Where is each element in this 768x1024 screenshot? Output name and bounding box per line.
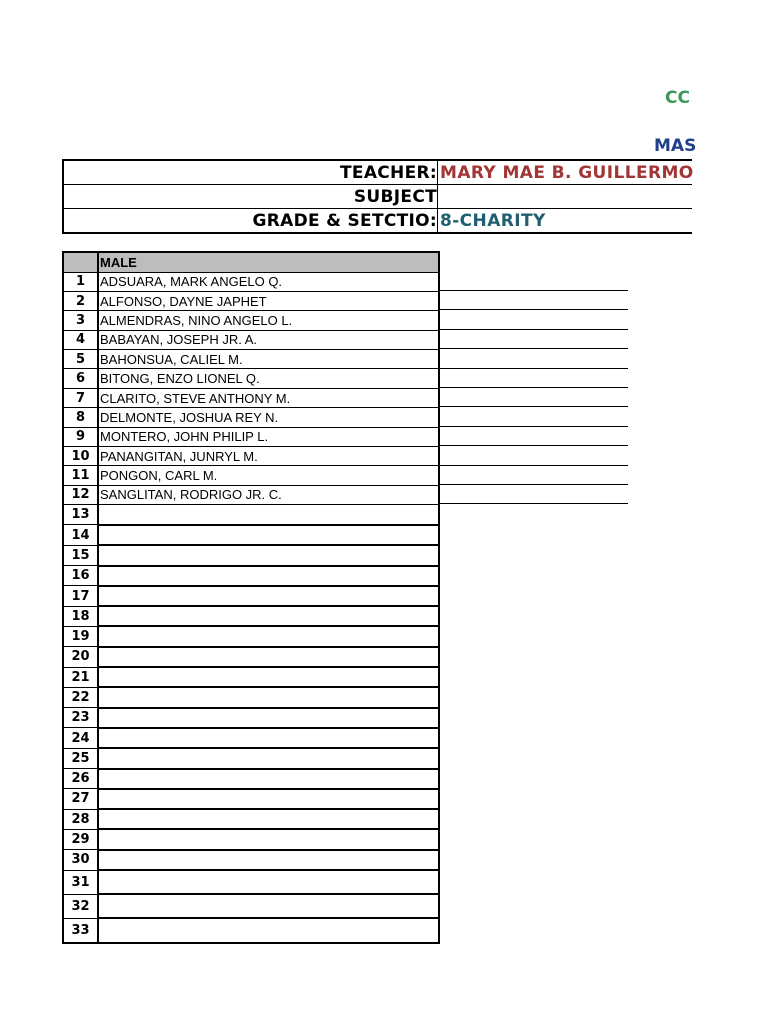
- roster-table: [62, 251, 440, 944]
- student-name-cell[interactable]: ADSUARA, MARK ANGELO Q.: [98, 272, 439, 291]
- row-number: 10: [63, 447, 98, 466]
- grade-section-value[interactable]: 8-CHARITY: [440, 211, 546, 231]
- table-row: [63, 687, 439, 707]
- row-number: 29: [63, 829, 98, 849]
- row-number: 21: [63, 667, 98, 687]
- table-row: [63, 769, 439, 789]
- table-row: [63, 525, 439, 545]
- gridline: [438, 309, 628, 310]
- table-row: [63, 586, 439, 606]
- table-row: [63, 894, 439, 918]
- teacher-value[interactable]: MARY MAE B. GUILLERMO: [440, 163, 694, 183]
- table-row: [63, 748, 439, 768]
- student-name-cell[interactable]: [98, 829, 439, 849]
- student-name-cell[interactable]: PANANGITAN, JUNRYL M.: [98, 447, 439, 466]
- student-name-cell[interactable]: BAHONSUA, CALIEL M.: [98, 350, 439, 369]
- teacher-label: TEACHER:: [64, 161, 438, 185]
- table-row: [63, 427, 439, 446]
- table-row: [63, 850, 439, 870]
- document-title-fragment: MAS: [654, 136, 697, 156]
- student-name-cell[interactable]: [98, 586, 439, 606]
- row-number: 1: [63, 272, 98, 291]
- row-number: 30: [63, 850, 98, 870]
- student-name-cell[interactable]: [98, 626, 439, 646]
- student-name-cell[interactable]: [98, 918, 439, 942]
- table-row: [63, 667, 439, 687]
- male-column-header: MALE: [98, 252, 439, 272]
- table-row: [63, 708, 439, 728]
- student-name-cell[interactable]: [98, 850, 439, 870]
- gridline: [438, 290, 628, 291]
- row-number: 5: [63, 350, 98, 369]
- row-number: 4: [63, 330, 98, 349]
- student-name-cell[interactable]: DELMONTE, JOSHUA REY N.: [98, 408, 439, 427]
- subject-label: SUBJECT: [64, 185, 438, 209]
- row-number: 8: [63, 408, 98, 427]
- student-name-cell[interactable]: [98, 789, 439, 809]
- row-number: 27: [63, 789, 98, 809]
- gridline: [438, 348, 628, 349]
- table-row: [63, 408, 439, 427]
- table-row: [63, 728, 439, 748]
- student-name-cell[interactable]: [98, 769, 439, 789]
- table-row: [63, 466, 439, 485]
- row-number: 12: [63, 485, 98, 504]
- table-row: [63, 647, 439, 667]
- info-block: [62, 159, 692, 234]
- table-row: [63, 388, 439, 407]
- table-row: [63, 330, 439, 349]
- subject-row: [64, 185, 692, 209]
- row-number: 31: [63, 870, 98, 894]
- gridline: [438, 445, 628, 446]
- row-number: 26: [63, 769, 98, 789]
- gridline: [438, 465, 628, 466]
- row-number: 16: [63, 566, 98, 586]
- grade-section-label: GRADE & SETCTIO:: [64, 209, 438, 233]
- gridline: [438, 484, 628, 485]
- student-name-cell[interactable]: PONGON, CARL M.: [98, 466, 439, 485]
- student-name-cell[interactable]: [98, 870, 439, 894]
- student-name-cell[interactable]: [98, 708, 439, 728]
- row-number: 19: [63, 626, 98, 646]
- gridline: [438, 387, 628, 388]
- row-number: 14: [63, 525, 98, 545]
- table-row: [63, 789, 439, 809]
- student-name-cell[interactable]: [98, 566, 439, 586]
- table-row: [63, 350, 439, 369]
- student-name-cell[interactable]: [98, 545, 439, 565]
- student-name-cell[interactable]: ALFONSO, DAYNE JAPHET: [98, 291, 439, 310]
- student-name-cell[interactable]: BABAYAN, JOSEPH JR. A.: [98, 330, 439, 349]
- table-row: [63, 829, 439, 849]
- student-name-cell[interactable]: [98, 505, 439, 525]
- row-number: 18: [63, 606, 98, 626]
- table-row: [63, 369, 439, 388]
- student-name-cell[interactable]: ALMENDRAS, NINO ANGELO L.: [98, 311, 439, 330]
- row-number: 24: [63, 728, 98, 748]
- row-number: 3: [63, 311, 98, 330]
- gridline: [438, 368, 628, 369]
- student-name-cell[interactable]: CLARITO, STEVE ANTHONY M.: [98, 388, 439, 407]
- student-name-cell[interactable]: [98, 647, 439, 667]
- number-header-cell: [63, 252, 98, 272]
- gridline: [438, 406, 628, 407]
- table-row: [63, 505, 439, 525]
- table-row: [63, 626, 439, 646]
- row-number: 17: [63, 586, 98, 606]
- row-number: 20: [63, 647, 98, 667]
- table-row: [63, 272, 439, 291]
- teacher-row: [64, 161, 692, 185]
- row-number: 32: [63, 894, 98, 918]
- table-row: [63, 311, 439, 330]
- table-row: [63, 447, 439, 466]
- table-row: [63, 809, 439, 829]
- student-name-cell[interactable]: MONTERO, JOHN PHILIP L.: [98, 427, 439, 446]
- row-number: 13: [63, 505, 98, 525]
- gridline: [438, 503, 628, 504]
- student-name-cell[interactable]: [98, 667, 439, 687]
- table-row: [63, 291, 439, 310]
- student-name-cell[interactable]: [98, 687, 439, 707]
- student-name-cell[interactable]: [98, 728, 439, 748]
- table-row: [63, 606, 439, 626]
- row-number: 9: [63, 427, 98, 446]
- row-number: 2: [63, 291, 98, 310]
- gridline: [438, 426, 628, 427]
- student-name-cell[interactable]: [98, 525, 439, 545]
- gridline: [438, 329, 628, 330]
- row-number: 28: [63, 809, 98, 829]
- row-number: 7: [63, 388, 98, 407]
- row-number: 33: [63, 918, 98, 942]
- row-number: 23: [63, 708, 98, 728]
- student-name-cell[interactable]: [98, 606, 439, 626]
- student-name-cell[interactable]: BITONG, ENZO LIONEL Q.: [98, 369, 439, 388]
- table-row: [63, 870, 439, 894]
- student-name-cell[interactable]: [98, 809, 439, 829]
- school-name-fragment: CC: [665, 88, 690, 108]
- table-row: [63, 566, 439, 586]
- table-row: [63, 918, 439, 942]
- roster-header-row: [63, 252, 439, 272]
- student-name-cell[interactable]: [98, 894, 439, 918]
- student-name-cell[interactable]: SANGLITAN, RODRIGO JR. C.: [98, 485, 439, 504]
- table-row: [63, 485, 439, 504]
- student-name-cell[interactable]: [98, 748, 439, 768]
- grade-section-row: [64, 209, 692, 233]
- row-number: 11: [63, 466, 98, 485]
- row-number: 22: [63, 687, 98, 707]
- row-number: 6: [63, 369, 98, 388]
- table-row: [63, 545, 439, 565]
- row-number: 25: [63, 748, 98, 768]
- row-number: 15: [63, 545, 98, 565]
